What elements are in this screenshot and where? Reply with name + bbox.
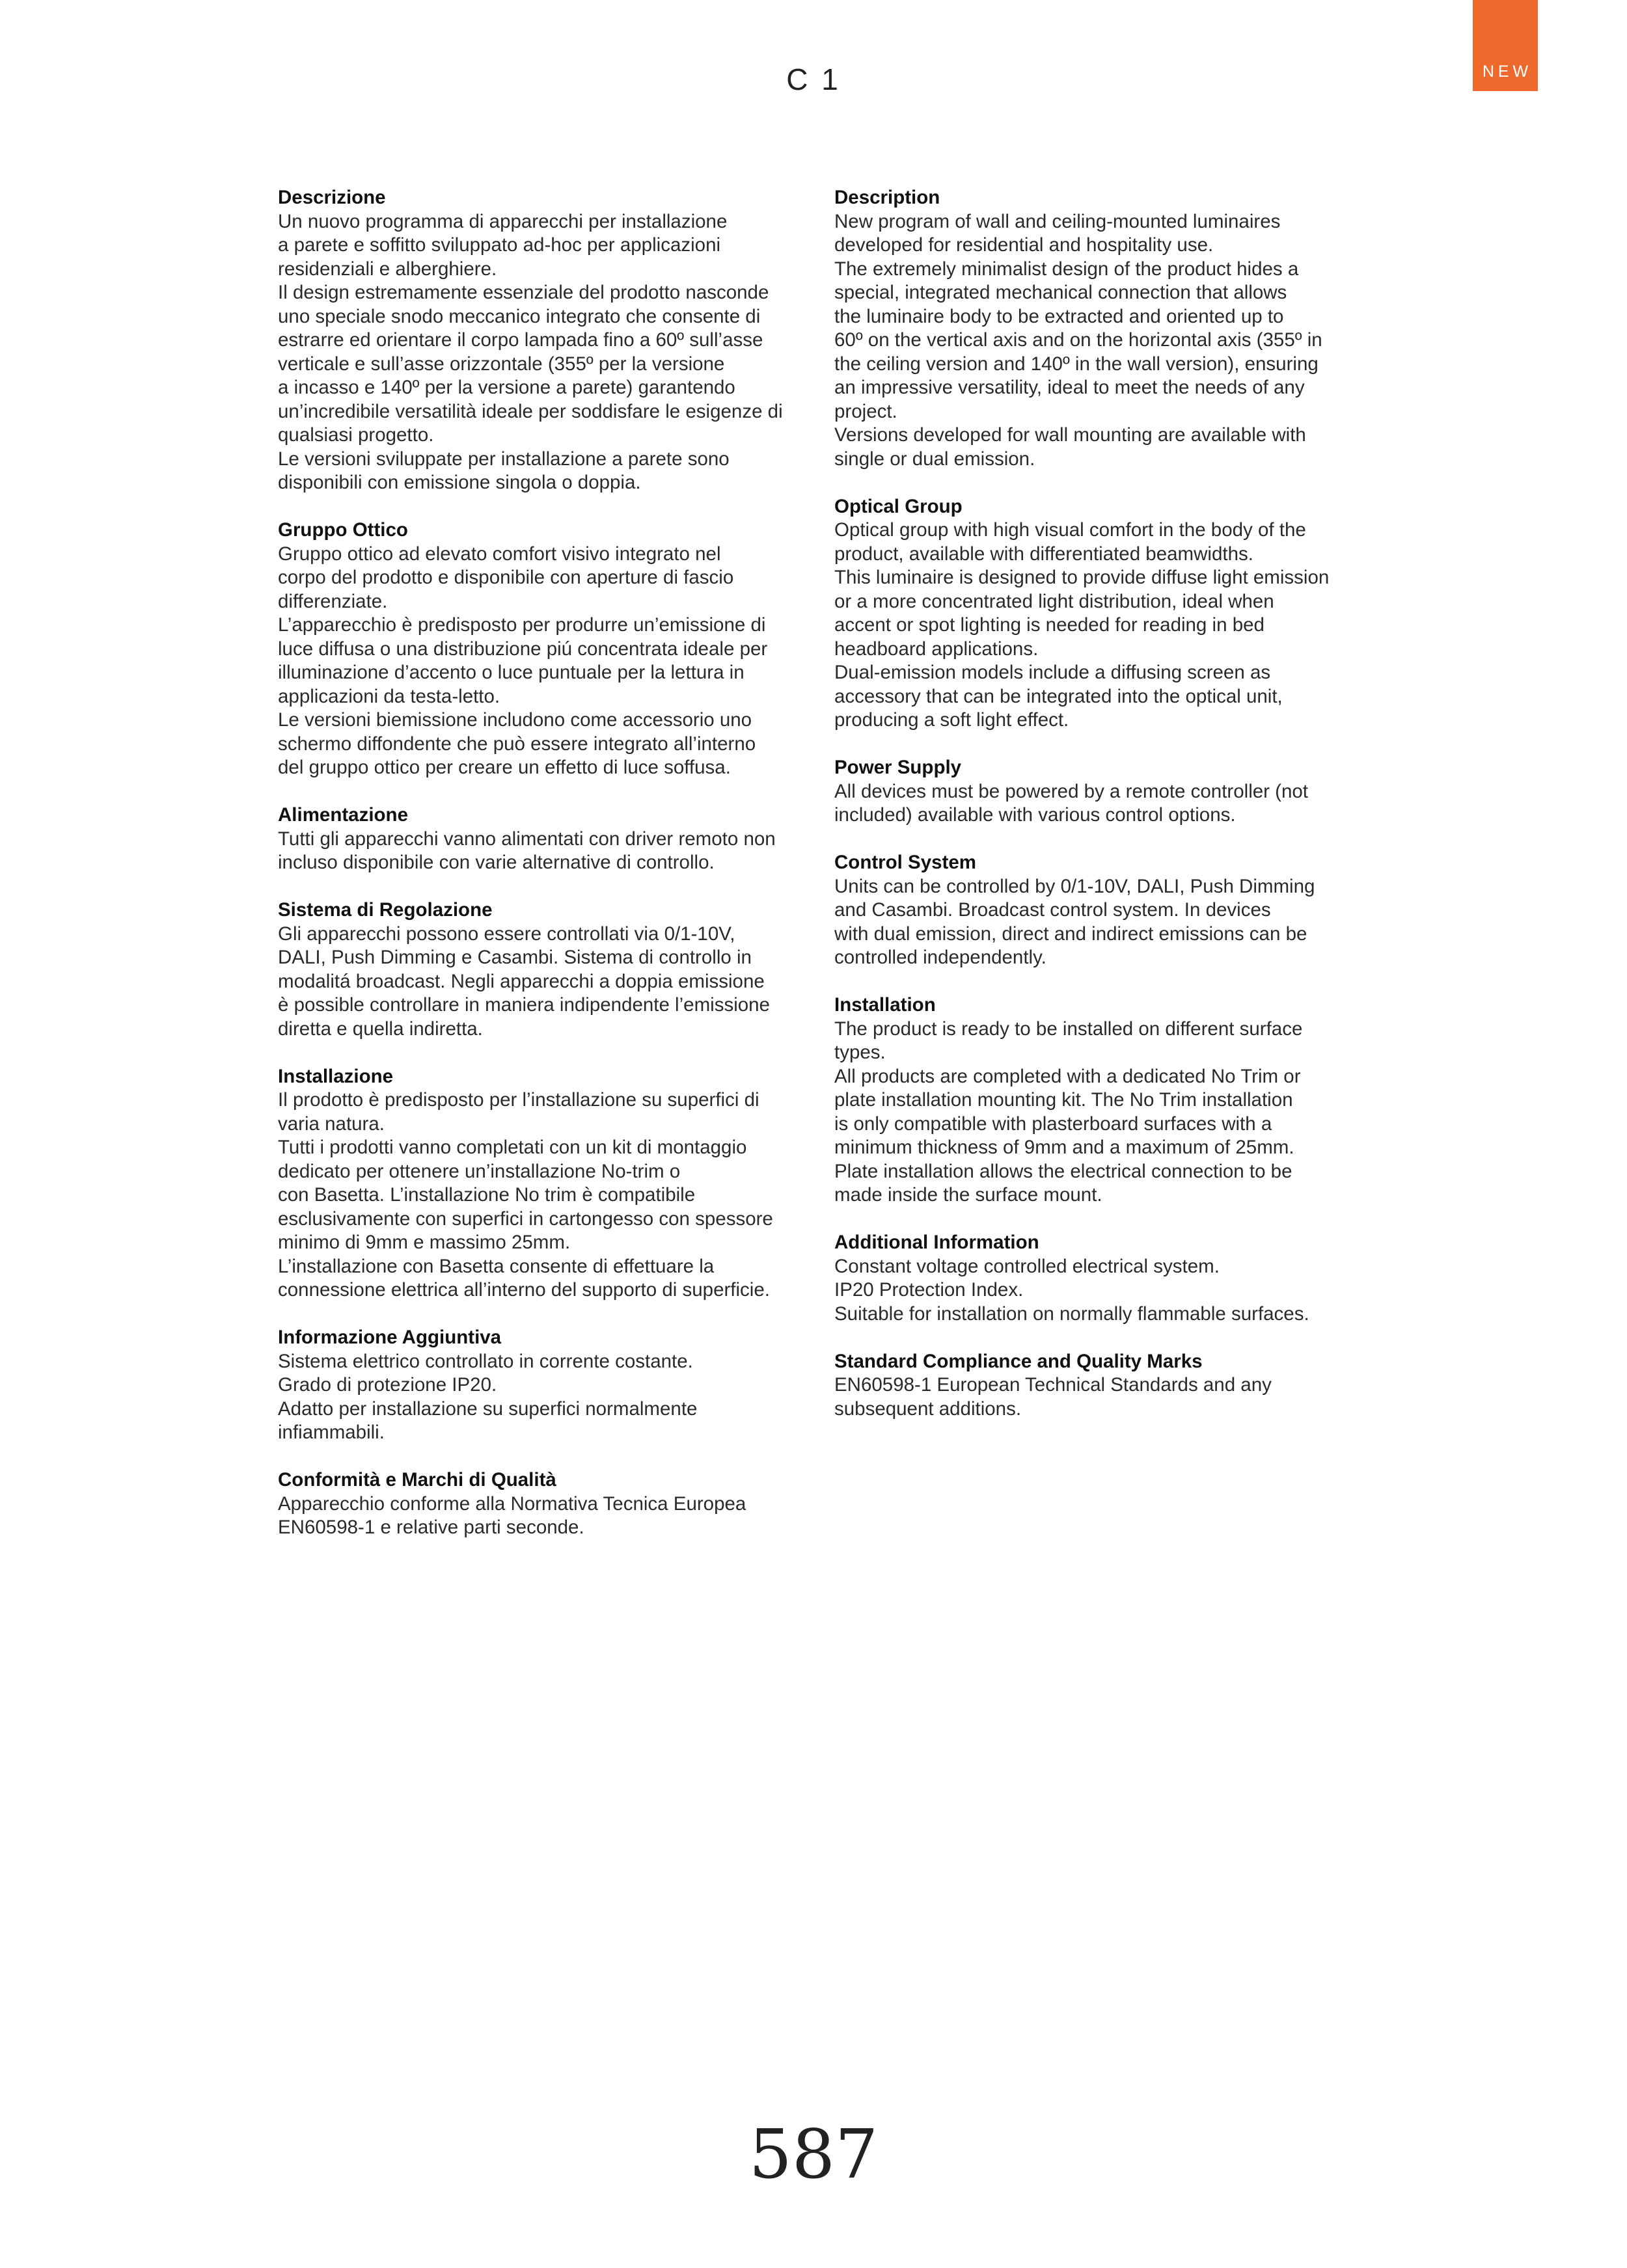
section-title: Sistema di Regolazione (278, 899, 493, 921)
section-control-system (834, 851, 1355, 970)
section-text: Sistema elettrico controllato in corrente costante. Grado di protezione IP20. Adatto per installazione su superfici normalmente infiammabili. (278, 1350, 698, 1443)
section-text: New program of wall and ceiling-mounted luminaires developed for residential and hospitality use. The extremely minimalist design of the product hides a special, integrated mechanical connection that allows the luminaire body to be extracted and oriented up to 60º on the vertical axis and on the horizontal axis (355º in the ceiling version and 140º in the wall version), ensuring an impressive versatility, ideal to meet the needs of any project. Versions developed for wall mounting are available with single or dual emission. (834, 210, 1322, 470)
section-title: Control System (834, 852, 977, 873)
section-title: Installation (834, 994, 936, 1016)
section-title: Gruppo Ottico (278, 519, 408, 541)
section-title: Descrizione (278, 187, 386, 208)
section-text: All devices must be powered by a remote controller (not included) available with various control options. (834, 780, 1309, 826)
section-text: Un nuovo programma di apparecchi per installazione a parete e soffitto sviluppato ad-hoc per applicazioni residenziali e alberghiere. Il design estremamente essenziale del prodotto nasconde uno speciale snodo meccanico integrato che consente di estrarre ed orientare il corpo lampada fino a 60º sull’asse verticale e sull’asse orizzontale (355º per la versione a incasso e 140º per la versione a parete) garantendo un’incredibile versatilità ideale per soddisfare le esigenze di qualsiasi progetto. Le versioni sviluppate per installazione a parete sono disponibili con emissione singola o doppia. (278, 210, 783, 493)
section-descrizione (278, 186, 799, 495)
section-text: Tutti gli apparecchi vanno alimentati con driver remoto non incluso disponibile con varie alternative di controllo. (278, 828, 776, 873)
section-informazione-aggiuntiva (278, 1326, 799, 1445)
section-title: Alimentazione (278, 804, 408, 826)
page-title: C 1 (786, 62, 841, 96)
english-column (834, 186, 1355, 1445)
section-power-supply (834, 756, 1355, 828)
section-title: Conformità e Marchi di Qualità (278, 1469, 556, 1491)
section-alimentazione (278, 803, 799, 875)
section-title: Description (834, 187, 940, 208)
section-installation (834, 993, 1355, 1208)
section-optical-group (834, 495, 1355, 733)
section-title: Optical Group (834, 495, 963, 517)
section-text: Il prodotto è predisposto per l’installazione su superfici di varia natura. Tutti i prodotti vanno completati con un kit di montaggio dedicato per ottenere un’installazione No-trim o con Basetta. L’installazione No trim è compatibile esclusivamente con superfici in cartongesso con spessore minimo di 9mm e massimo 25mm. L’installazione con Basetta consente di effettuare la connessione elettrica all’interno del supporto di superficie. (278, 1089, 773, 1301)
new-badge (1473, 0, 1538, 91)
page-number: 587 (748, 2114, 879, 2194)
section-text: Optical group with high visual comfort in the body of the product, available with differentiated beamwidths. This luminaire is designed to provide diffuse light emission or a more concentrated light distribution, ideal when accent or spot lighting is needed for reading in bed headboard applications. Dual-emission models include a diffusing screen as accessory that can be integrated into the optical unit, producing a soft light effect. (834, 519, 1330, 731)
section-title: Standard Compliance and Quality Marks (834, 1350, 1203, 1372)
section-gruppo-ottico (278, 519, 799, 780)
section-text: Gli apparecchi possono essere controllati via 0/1-10V, DALI, Push Dimming e Casambi. Sistema di controllo in modalitá broadcast. Negli apparecchi a doppia emissione è possible controllare in maniera indipendente l’emissione diretta e quella indiretta. (278, 923, 770, 1040)
section-text: EN60598-1 European Technical Standards and any subsequent additions. (834, 1374, 1272, 1420)
section-text: The product is ready to be installed on different surface types. All products are completed with a dedicated No Trim or plate installation mounting kit. The No Trim installation is only compatible with plasterboard surfaces with a minimum thickness of 9mm and a maximum of 25mm. Plate installation allows the electrical connection to be made inside the surface mount. (834, 1018, 1303, 1206)
section-text: Apparecchio conforme alla Normativa Tecnica Europea EN60598-1 e relative parti seconde. (278, 1492, 746, 1538)
section-sistema-di-regolazione (278, 898, 799, 1041)
section-title: Informazione Aggiuntiva (278, 1327, 502, 1348)
italian-column (278, 186, 799, 1563)
section-text: Units can be controlled by 0/1-10V, DALI, Push Dimming and Casambi. Broadcast control system. In devices with dual emission, direct and indirect emissions can be controlled independently. (834, 875, 1315, 968)
section-installazione (278, 1065, 799, 1303)
section-text: Constant voltage controlled electrical system. IP20 Protection Index. Suitable for installation on normally flammable surfaces. (834, 1255, 1309, 1325)
new-badge-label: NEW (1482, 62, 1533, 81)
section-standard-compliance (834, 1350, 1355, 1422)
section-text: Gruppo ottico ad elevato comfort visivo integrato nel corpo del prodotto e disponibile con aperture di fascio differenziate. L’apparecchio è predisposto per produrre un’emissione di luce diffusa o una distribuzione piú concentrata ideale per illuminazione d’accento o luce puntuale per la lettura in applicazioni da testa-letto. Le versioni biemissione includono come accessorio uno schermo diffondente che può essere integrato all’interno del gruppo ottico per creare un effetto di luce soffusa. (278, 543, 768, 778)
section-title: Installazione (278, 1065, 394, 1087)
section-description (834, 186, 1355, 471)
section-additional-information (834, 1231, 1355, 1326)
section-title: Additional Information (834, 1232, 1039, 1253)
section-title: Power Supply (834, 757, 962, 778)
section-conformita (278, 1468, 799, 1540)
